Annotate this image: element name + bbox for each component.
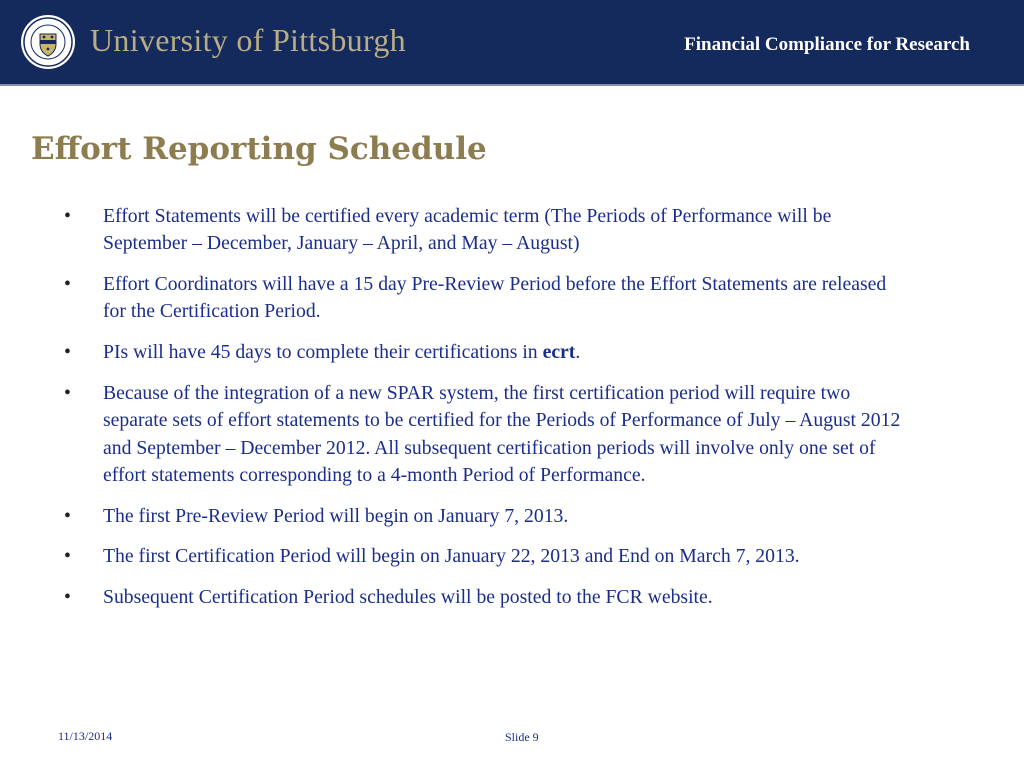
bullet-icon: •	[64, 586, 71, 609]
bullet-text: The first Pre-Review Period will begin on January 7, 2013.	[103, 504, 569, 527]
bullet-item	[60, 543, 910, 570]
university-name: University of Pittsburgh	[90, 22, 406, 58]
slide-number: Slide 9	[505, 730, 539, 744]
header-banner	[0, 0, 1024, 86]
bullet-text-before: PIs will have 45 days to complete their certifications in	[103, 341, 543, 364]
bullet-icon: •	[64, 341, 71, 364]
bullet-icon: •	[64, 504, 71, 527]
ecrt-emphasis: ecrt	[542, 341, 576, 364]
bullet-item	[60, 203, 910, 258]
bullet-list	[60, 203, 910, 625]
bullet-text: The first Certification Period will begin on January 22, 2013 and End on March 7, 2013.	[103, 545, 800, 568]
bullet-item	[60, 380, 910, 489]
bullet-text: Subsequent Certification Period schedules will be posted to the FCR website.	[103, 586, 713, 609]
bullet-text: Effort Statements will be certified every academic term (The Periods of Performance will be September – December, January – April, and May – August)	[103, 205, 832, 255]
footer-date: 11/13/2014	[58, 729, 113, 743]
bullet-text	[103, 341, 580, 363]
bullet-item	[60, 503, 910, 530]
bullet-icon: •	[64, 381, 71, 404]
bullet-text-after: .	[575, 341, 581, 364]
university-seal-icon	[20, 14, 76, 70]
bullet-icon: •	[64, 273, 71, 296]
bullet-item	[60, 339, 910, 366]
slide-title: Effort Reporting Schedule	[31, 131, 487, 167]
bullet-icon: •	[64, 545, 71, 568]
bullet-text: Effort Coordinators will have a 15 day Pre-Review Period before the Effort Statements are released for the Certification Period.	[103, 273, 887, 323]
bullet-item	[60, 271, 910, 326]
bullet-icon: •	[64, 205, 71, 227]
section-title: Financial Compliance for Research	[684, 34, 970, 55]
bullet-text: Because of the integration of a new SPAR system, the first certification period will require two separate sets of effort statements to be certified for the Periods of Performance of July – August 2012 and September – December 2012. All subsequent certification periods will involve only one set of effort statements corresponding to a 4-month Period of Performance.	[103, 381, 901, 486]
bullet-item	[60, 584, 910, 611]
